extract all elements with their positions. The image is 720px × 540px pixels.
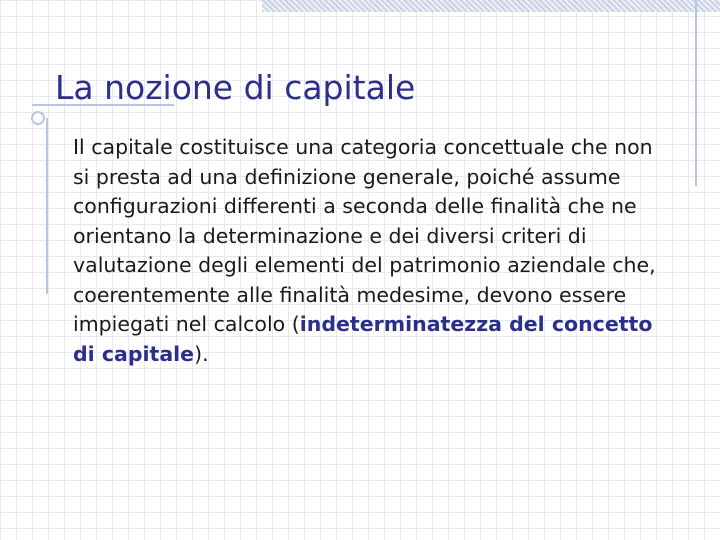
slide-body-paragraph [73, 133, 673, 369]
body-text-emphasis: indeterminatezza del concetto di capitale [73, 312, 653, 366]
body-text-main: Il capitale costituisce una categoria concettuale che non si presta ad una definizione generale, poiché assume configurazioni differenti a seconda delle finalità che ne orientano la determinazione e dei diversi criteri di valutazione degli elementi del patrimonio aziendale che, coerentemente alle finalità medesime, devono essere impiegati nel calcolo ( [73, 135, 656, 336]
crosshair-icon [31, 111, 45, 125]
body-text-end: ). [194, 341, 209, 366]
left-vertical-rule [46, 118, 48, 294]
slide-title: La nozione di capitale [55, 68, 416, 107]
right-vertical-rule [695, 0, 697, 186]
top-decorative-band [262, 0, 720, 12]
